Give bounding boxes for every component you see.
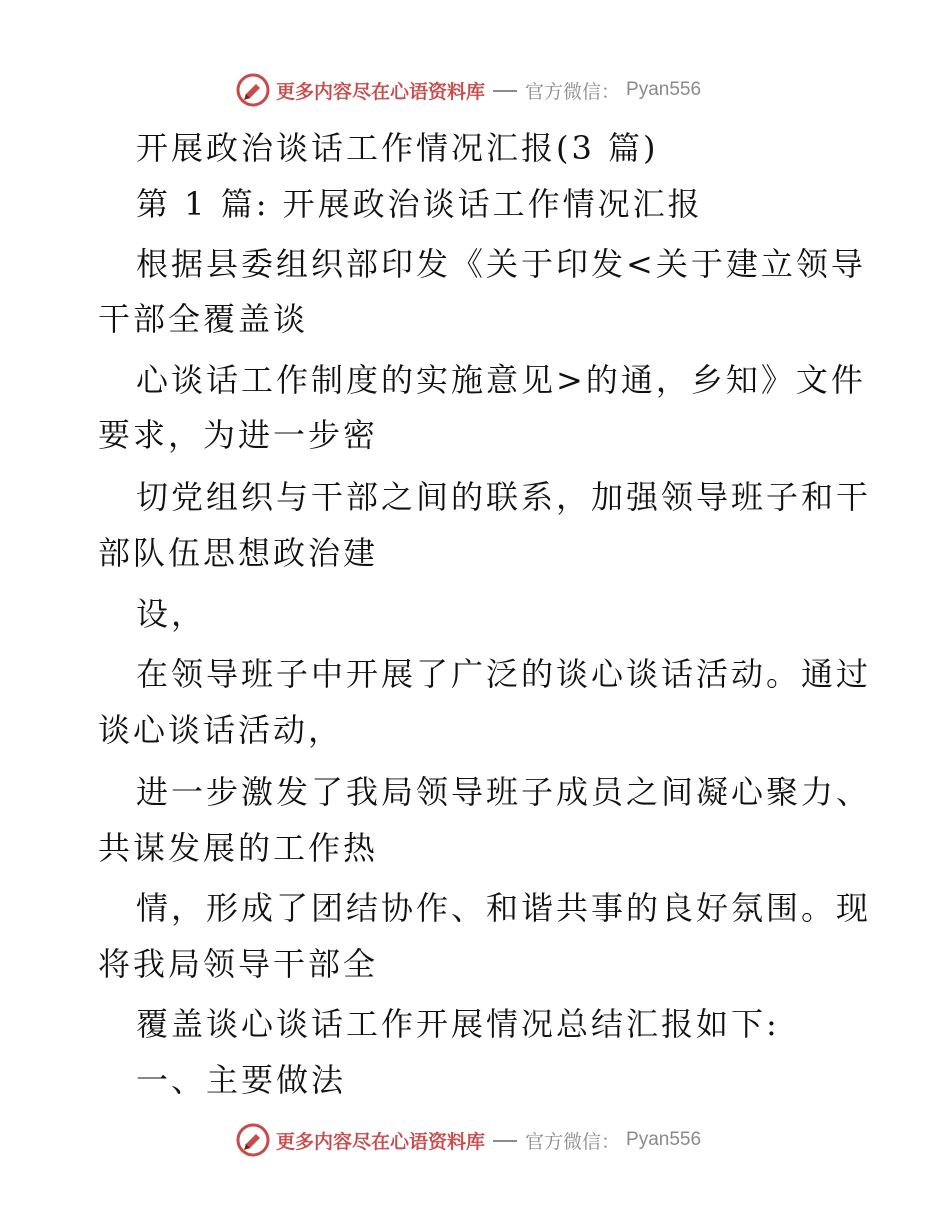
body-line: 干部全覆盖谈 [98, 300, 309, 338]
wechat-id: Pyan556 [626, 1129, 702, 1150]
body-line: 情，形成了团结协作、和谐共事的良好氛围。现 [136, 889, 872, 927]
document-title: 开展政治谈话工作情况汇报(3 篇) [136, 129, 659, 167]
divider-dash [493, 90, 517, 92]
body-line: 共谋发展的工作热 [98, 829, 379, 867]
section-subheading: 一、主要做法 [136, 1061, 347, 1099]
footer-watermark [236, 1122, 701, 1158]
body-line: 切党组织与干部之间的联系，加强领导班子和干 [136, 478, 872, 516]
promo-text: 更多内容尽在心语资料库 [276, 1130, 486, 1153]
body-line: 进一步激发了我局领导班子成员之间凝心聚力、 [136, 773, 872, 811]
body-line: 在领导班子中开展了广泛的谈心谈话活动。通过 [136, 655, 872, 693]
body-line: 心谈话工作制度的实施意见>的通，乡知》文件 [136, 361, 866, 399]
wechat-id: Pyan556 [626, 79, 702, 100]
wechat-label: 官方微信： [525, 80, 621, 103]
body-line: 覆盖谈心谈话工作开展情况总结汇报如下: [136, 1005, 780, 1043]
wechat-label: 官方微信： [525, 1130, 621, 1153]
body-line: 设， [136, 595, 207, 633]
body-line: 将我局领导干部全 [98, 945, 379, 983]
book-pen-logo-icon [236, 73, 270, 107]
promo-text: 更多内容尽在心语资料库 [276, 80, 486, 103]
divider-dash [493, 1140, 517, 1142]
header-watermark [236, 72, 701, 108]
book-pen-logo-icon [236, 1123, 270, 1157]
body-line: 部队伍思想政治建 [98, 534, 379, 572]
body-line: 要求，为进一步密 [98, 416, 379, 454]
body-line: 根据县委组织部印发《关于印发<关于建立领导 [136, 245, 866, 283]
body-line: 谈心谈话活动， [98, 711, 344, 749]
section-heading: 第 1 篇: 开展政治谈话工作情况汇报 [136, 185, 703, 223]
